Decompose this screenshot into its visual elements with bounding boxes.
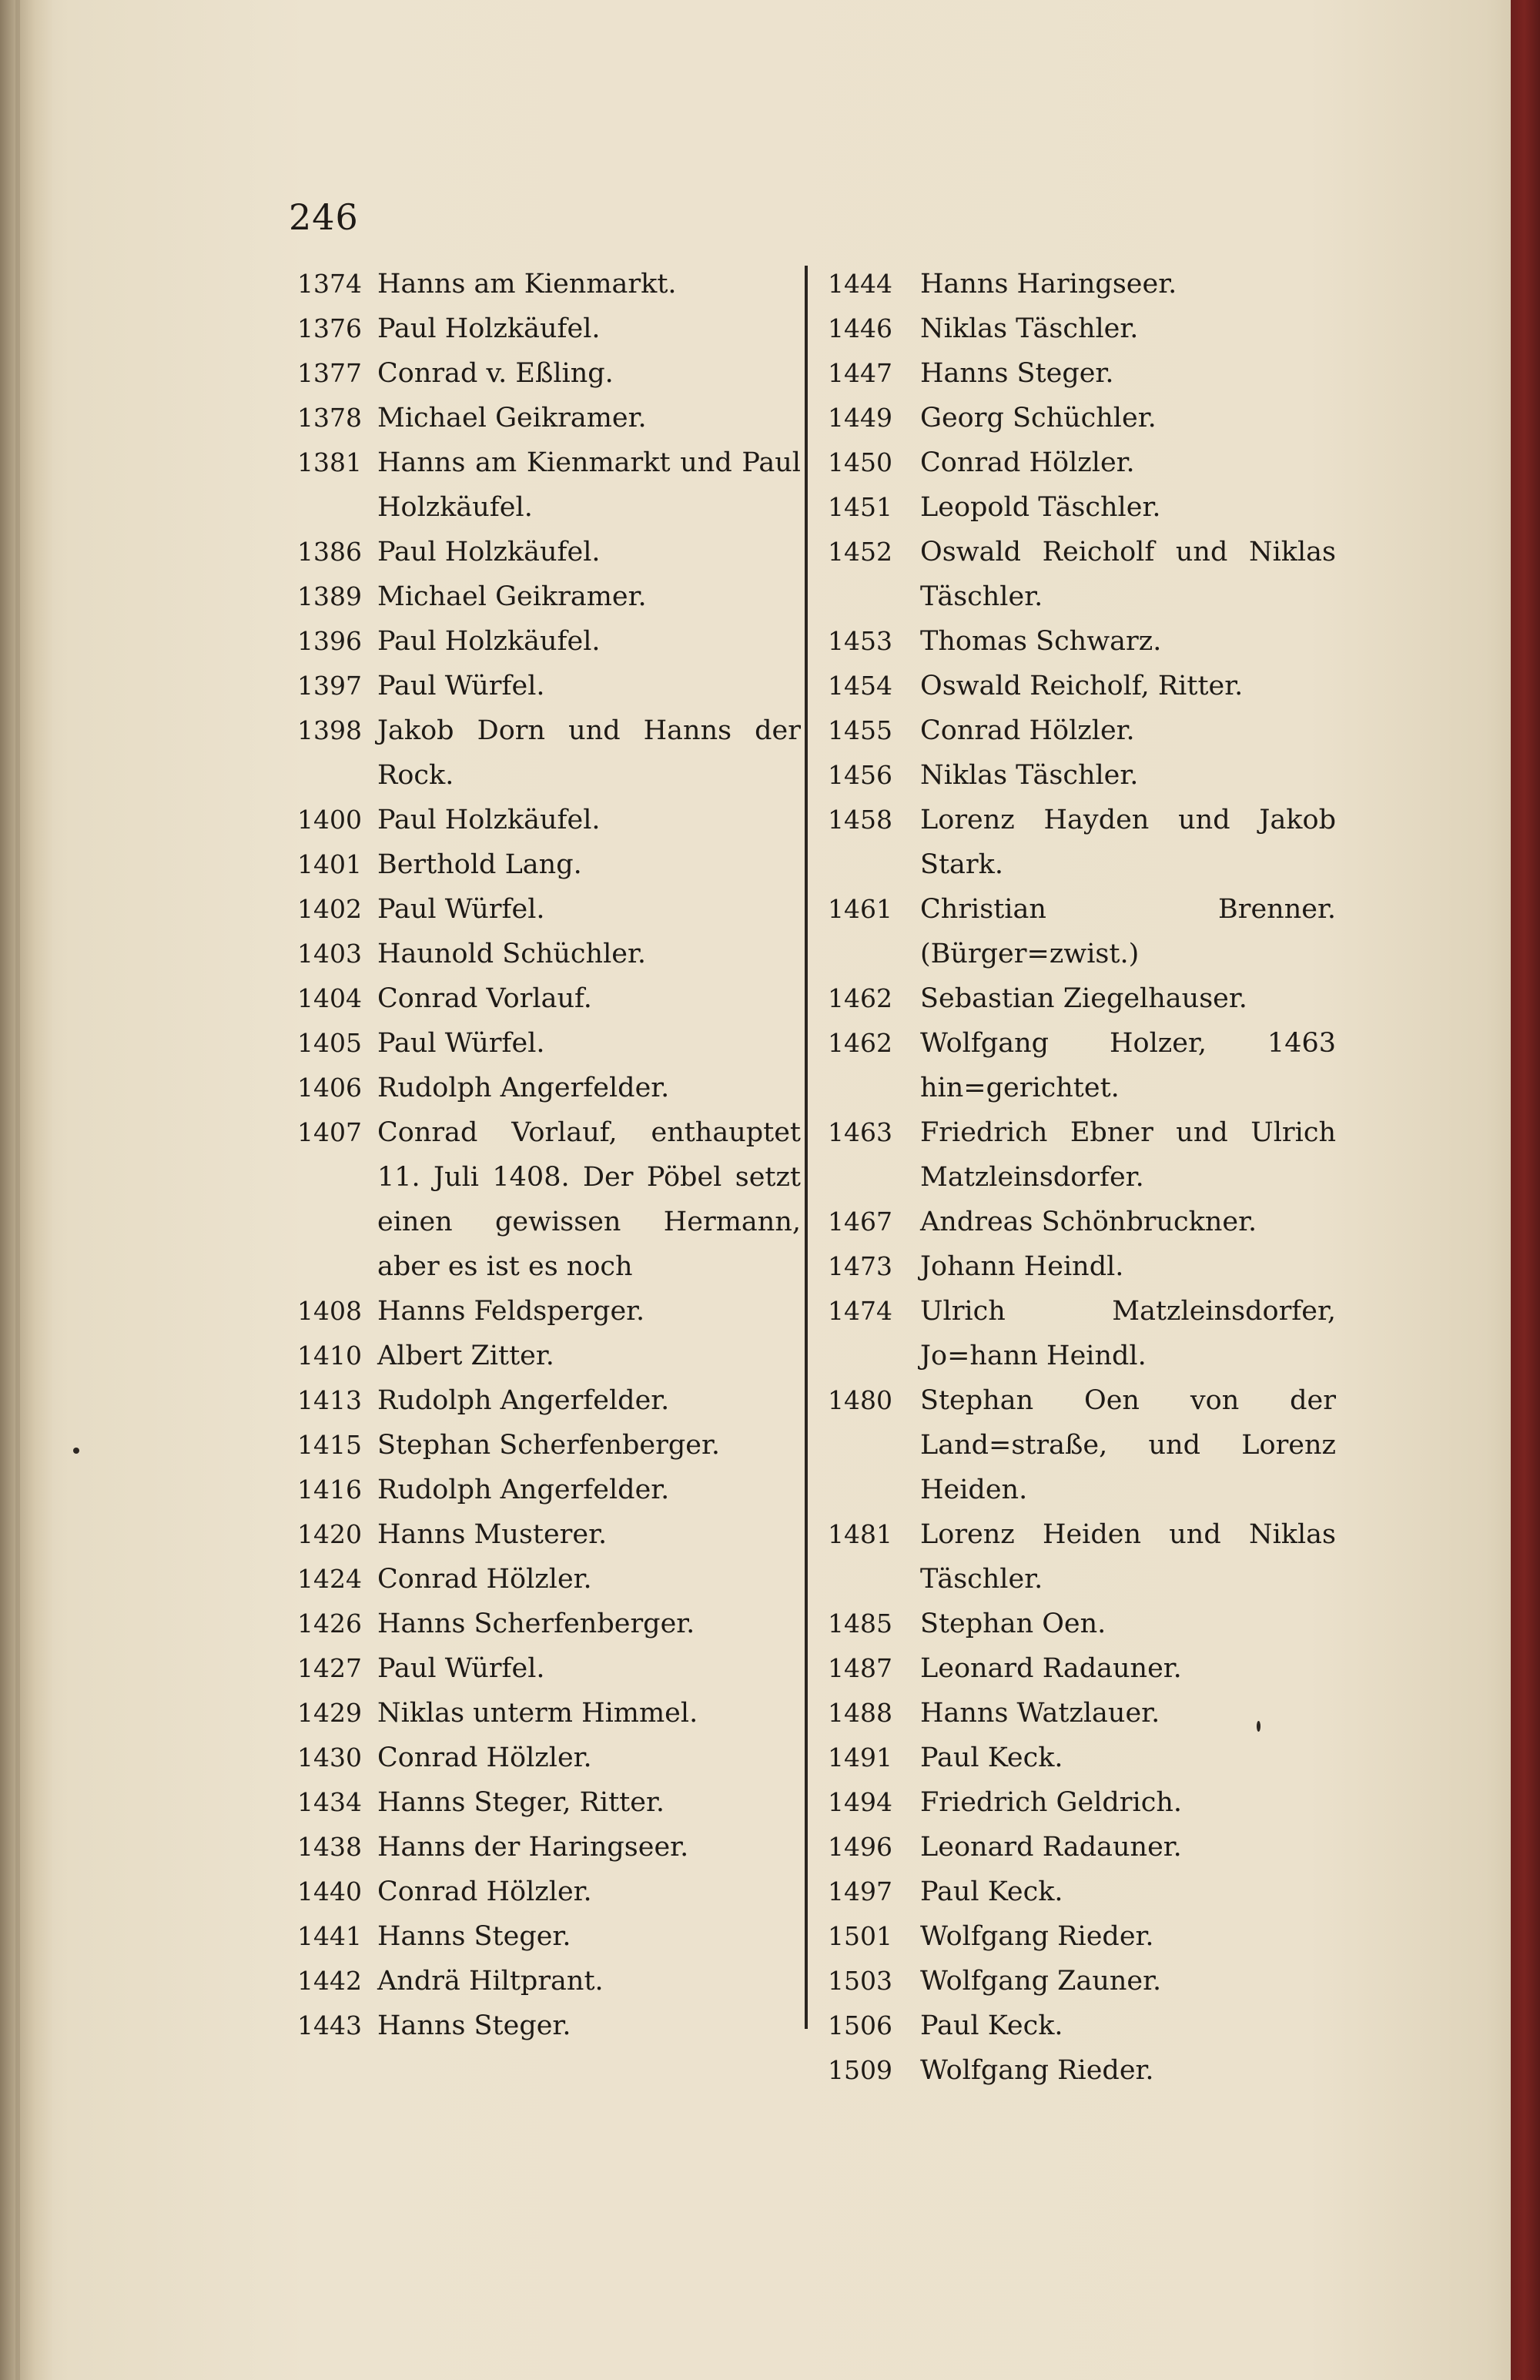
entry-name: Wolfgang Rieder. [920, 2055, 1154, 2086]
entry-year: 1441 [297, 1921, 362, 1951]
entry-year: 1408 [297, 1296, 362, 1326]
ink-speck [73, 1448, 79, 1454]
entry-year: 1374 [297, 269, 362, 299]
entry-year: 1397 [297, 671, 362, 701]
list-item [277, 530, 801, 574]
entry-year: 1438 [297, 1832, 362, 1862]
entry-name: Hanns am Kienmarkt und Paul Holzkäufel. [377, 447, 801, 523]
list-item [828, 2048, 1336, 2093]
entry-name: Wolfgang Rieder. [920, 1921, 1154, 1952]
entry-year: 1455 [828, 715, 892, 745]
list-item [828, 1244, 1336, 1289]
entry-name: Conrad Vorlauf, enthauptet 11. Juli 1408. Der Pöbel setzt einen gewissen Hermann, aber es ist es noch [377, 1117, 801, 1282]
entry-name: Oswald Reicholf und Niklas Täschler. [920, 537, 1336, 612]
entry-name: Berthold Lang. [377, 849, 582, 880]
entry-year: 1461 [828, 894, 892, 924]
entry-year: 1443 [297, 2010, 362, 2040]
entry-name: Paul Würfel. [377, 671, 545, 701]
list-item [277, 351, 801, 396]
entry-name: Rudolph Angerfelder. [377, 1475, 670, 1505]
entry-name: Paul Holzkäufel. [377, 626, 601, 657]
entry-year: 1480 [828, 1385, 892, 1415]
list-item [277, 664, 801, 708]
list-item [828, 1870, 1336, 1914]
list-item [828, 1602, 1336, 1646]
entry-year: 1410 [297, 1341, 362, 1371]
entry-name: Hanns Scherfenberger. [377, 1608, 695, 1639]
book-gutter [0, 0, 52, 2380]
entry-year: 1381 [297, 447, 362, 477]
entry-year: 1402 [297, 894, 362, 924]
entry-year: 1405 [297, 1028, 362, 1058]
entry-name: Sebastian Ziegelhauser. [920, 983, 1247, 1014]
entry-year: 1426 [297, 1608, 362, 1639]
entry-year: 1406 [297, 1073, 362, 1103]
list-item [828, 2003, 1336, 2048]
entry-name: Hanns der Haringseer. [377, 1832, 689, 1863]
entry-year: 1474 [828, 1296, 892, 1326]
list-item [828, 708, 1336, 753]
entry-year: 1509 [828, 2055, 892, 2085]
entry-name: Hanns am Kienmarkt. [377, 269, 677, 300]
entry-name: Hanns Steger. [377, 2010, 571, 2041]
list-item [277, 1468, 801, 1512]
list-item [277, 1691, 801, 1736]
entry-year: 1377 [297, 358, 362, 388]
entry-name: Wolfgang Holzer, 1463 hin=gerichtet. [920, 1028, 1336, 1103]
entry-year: 1454 [828, 671, 892, 701]
entry-name: Rudolph Angerfelder. [377, 1385, 670, 1416]
entry-year: 1446 [828, 313, 892, 343]
entry-name: Albert Zitter. [377, 1341, 554, 1371]
entry-name: Johann Heindl. [920, 1251, 1124, 1282]
right-column-list [828, 262, 1336, 2093]
list-item [828, 1780, 1336, 1825]
list-item [277, 306, 801, 351]
entry-year: 1467 [828, 1207, 892, 1237]
list-item [828, 887, 1336, 976]
entry-name: Haunold Schüchler. [377, 939, 646, 969]
list-item [277, 1870, 801, 1914]
entry-year: 1415 [297, 1430, 362, 1460]
entry-name: Stephan Oen. [920, 1608, 1106, 1639]
entry-year: 1462 [828, 983, 892, 1013]
entry-name: Niklas Täschler. [920, 760, 1139, 791]
list-item [277, 619, 801, 664]
entry-name: Michael Geikramer. [377, 581, 647, 612]
entry-year: 1458 [828, 805, 892, 835]
entry-name: Lorenz Hayden und Jakob Stark. [920, 805, 1336, 880]
entry-name: Georg Schüchler. [920, 403, 1157, 433]
list-item [277, 1736, 801, 1780]
entry-year: 1450 [828, 447, 892, 477]
entry-name: Friedrich Ebner und Ulrich Matzleinsdorfer. [920, 1117, 1336, 1193]
list-item [828, 440, 1336, 485]
entry-year: 1403 [297, 939, 362, 969]
entry-year: 1396 [297, 626, 362, 656]
entry-year: 1503 [828, 1966, 892, 1996]
entry-year: 1496 [828, 1832, 892, 1862]
list-item [828, 1825, 1336, 1870]
list-item [277, 1825, 801, 1870]
list-item [828, 306, 1336, 351]
page-number: 246 [289, 196, 359, 238]
entry-year: 1491 [828, 1742, 892, 1772]
list-item [828, 1959, 1336, 2003]
list-item [828, 976, 1336, 1021]
entry-name: Hanns Steger. [377, 1921, 571, 1952]
entry-year: 1386 [297, 537, 362, 567]
entry-year: 1440 [297, 1876, 362, 1906]
list-item [277, 1378, 801, 1423]
list-item [277, 440, 801, 530]
entry-year: 1420 [297, 1519, 362, 1549]
entry-name: Paul Keck. [920, 1876, 1063, 1907]
entry-name: Conrad Hölzler. [920, 715, 1135, 746]
entry-name: Friedrich Geldrich. [920, 1787, 1182, 1818]
entry-year: 1488 [828, 1698, 892, 1728]
entry-name: Hanns Feldsperger. [377, 1296, 645, 1327]
entry-year: 1473 [828, 1251, 892, 1281]
entry-year: 1462 [828, 1028, 892, 1058]
list-item [828, 1289, 1336, 1378]
list-item [828, 1378, 1336, 1512]
entry-name: Paul Keck. [920, 1742, 1063, 1773]
entry-year: 1398 [297, 715, 362, 745]
list-item [828, 619, 1336, 664]
list-item [277, 1646, 801, 1691]
entry-name: Paul Keck. [920, 2010, 1063, 2041]
entry-year: 1494 [828, 1787, 892, 1817]
list-item [828, 262, 1336, 306]
list-item [828, 485, 1336, 530]
list-item [277, 1066, 801, 1110]
entry-name: Andreas Schönbruckner. [920, 1207, 1257, 1237]
entry-year: 1407 [297, 1117, 362, 1147]
column-divider [805, 266, 808, 2029]
entry-name: Michael Geikramer. [377, 403, 647, 433]
entry-year: 1481 [828, 1519, 892, 1549]
entry-year: 1456 [828, 760, 892, 790]
list-item [828, 1200, 1336, 1244]
entry-year: 1416 [297, 1475, 362, 1505]
list-item [828, 396, 1336, 440]
entry-name: Paul Würfel. [377, 1028, 545, 1059]
entry-name: Leopold Täschler. [920, 492, 1161, 523]
entry-year: 1463 [828, 1117, 892, 1147]
entry-year: 1430 [297, 1742, 362, 1772]
entry-name: Hanns Watzlauer. [920, 1698, 1160, 1729]
entry-name: Paul Holzkäufel. [377, 313, 601, 344]
entry-name: Paul Holzkäufel. [377, 537, 601, 567]
list-item [277, 1334, 801, 1378]
entry-year: 1401 [297, 849, 362, 879]
entry-year: 1487 [828, 1653, 892, 1683]
entry-name: Lorenz Heiden und Niklas Täschler. [920, 1519, 1336, 1595]
list-item [828, 351, 1336, 396]
list-item [277, 1423, 801, 1468]
list-item [828, 664, 1336, 708]
entry-year: 1429 [297, 1698, 362, 1728]
list-item [828, 1110, 1336, 1200]
entry-year: 1497 [828, 1876, 892, 1906]
list-item [277, 1289, 801, 1334]
list-item [828, 753, 1336, 798]
entry-year: 1400 [297, 805, 362, 835]
entry-year: 1501 [828, 1921, 892, 1951]
entry-year: 1413 [297, 1385, 362, 1415]
list-item [277, 932, 801, 976]
entry-year: 1404 [297, 983, 362, 1013]
entry-name: Leonard Radauner. [920, 1832, 1182, 1863]
entry-name: Conrad Vorlauf. [377, 983, 592, 1014]
list-item [277, 1021, 801, 1066]
entry-name: Conrad Hölzler. [377, 1564, 592, 1595]
entry-name: Stephan Oen von der Land=straße, und Lorenz Heiden. [920, 1385, 1336, 1505]
entry-name: Rudolph Angerfelder. [377, 1073, 670, 1103]
entry-year: 1447 [828, 358, 892, 388]
list-item [277, 2003, 801, 2048]
entry-name: Oswald Reicholf, Ritter. [920, 671, 1244, 701]
entry-year: 1376 [297, 313, 362, 343]
list-item [277, 1110, 801, 1289]
entry-year: 1485 [828, 1608, 892, 1639]
list-item [828, 1512, 1336, 1602]
entry-name: Hanns Steger. [920, 358, 1114, 389]
list-item [828, 1914, 1336, 1959]
list-item [828, 798, 1336, 887]
entry-name: Andrä Hiltprant. [377, 1966, 604, 1997]
entry-year: 1378 [297, 403, 362, 433]
list-item [277, 1512, 801, 1557]
list-item [277, 1914, 801, 1959]
entry-name: Paul Würfel. [377, 1653, 545, 1684]
entry-name: Jakob Dorn und Hanns der Rock. [377, 715, 801, 791]
list-item [828, 530, 1336, 619]
list-item [277, 708, 801, 798]
entry-name: Conrad Hölzler. [920, 447, 1135, 478]
list-item [277, 976, 801, 1021]
list-item [277, 887, 801, 932]
entry-name: Paul Holzkäufel. [377, 805, 601, 835]
entry-year: 1453 [828, 626, 892, 656]
entry-year: 1424 [297, 1564, 362, 1594]
ink-speck [1257, 1721, 1260, 1732]
entry-name: Hanns Haringseer. [920, 269, 1177, 300]
list-item [277, 1557, 801, 1602]
entry-name: Thomas Schwarz. [920, 626, 1162, 657]
entry-name: Wolfgang Zauner. [920, 1966, 1162, 1997]
entry-year: 1451 [828, 492, 892, 522]
entry-name: Stephan Scherfenberger. [377, 1430, 720, 1461]
entry-year: 1449 [828, 403, 892, 433]
entry-year: 1506 [828, 2010, 892, 2040]
entry-year: 1442 [297, 1966, 362, 1996]
list-item [828, 1736, 1336, 1780]
entry-year: 1427 [297, 1653, 362, 1683]
list-item [277, 842, 801, 887]
entry-year: 1452 [828, 537, 892, 567]
book-cover-edge [1511, 0, 1540, 2380]
list-item [277, 574, 801, 619]
entry-name: Ulrich Matzleinsdorfer, Jo=hann Heindl. [920, 1296, 1336, 1371]
entry-name: Christian Brenner. (Bürger=zwist.) [920, 894, 1336, 969]
entry-name: Leonard Radauner. [920, 1653, 1182, 1684]
list-item [277, 262, 801, 306]
list-item [277, 798, 801, 842]
entry-year: 1434 [297, 1787, 362, 1817]
entry-name: Hanns Steger, Ritter. [377, 1787, 665, 1818]
list-item [277, 396, 801, 440]
entry-name: Conrad v. Eßling. [377, 358, 614, 389]
entry-name: Niklas Täschler. [920, 313, 1139, 344]
entry-year: 1444 [828, 269, 892, 299]
list-item [277, 1602, 801, 1646]
list-item [277, 1780, 801, 1825]
entry-name: Conrad Hölzler. [377, 1742, 592, 1773]
entry-name: Paul Würfel. [377, 894, 545, 925]
entry-name: Conrad Hölzler. [377, 1876, 592, 1907]
list-item [828, 1646, 1336, 1691]
left-column-list [277, 262, 801, 2048]
entry-year: 1389 [297, 581, 362, 611]
entry-name: Hanns Musterer. [377, 1519, 608, 1550]
list-item [828, 1021, 1336, 1110]
list-item [277, 1959, 801, 2003]
entry-name: Niklas unterm Himmel. [377, 1698, 698, 1729]
